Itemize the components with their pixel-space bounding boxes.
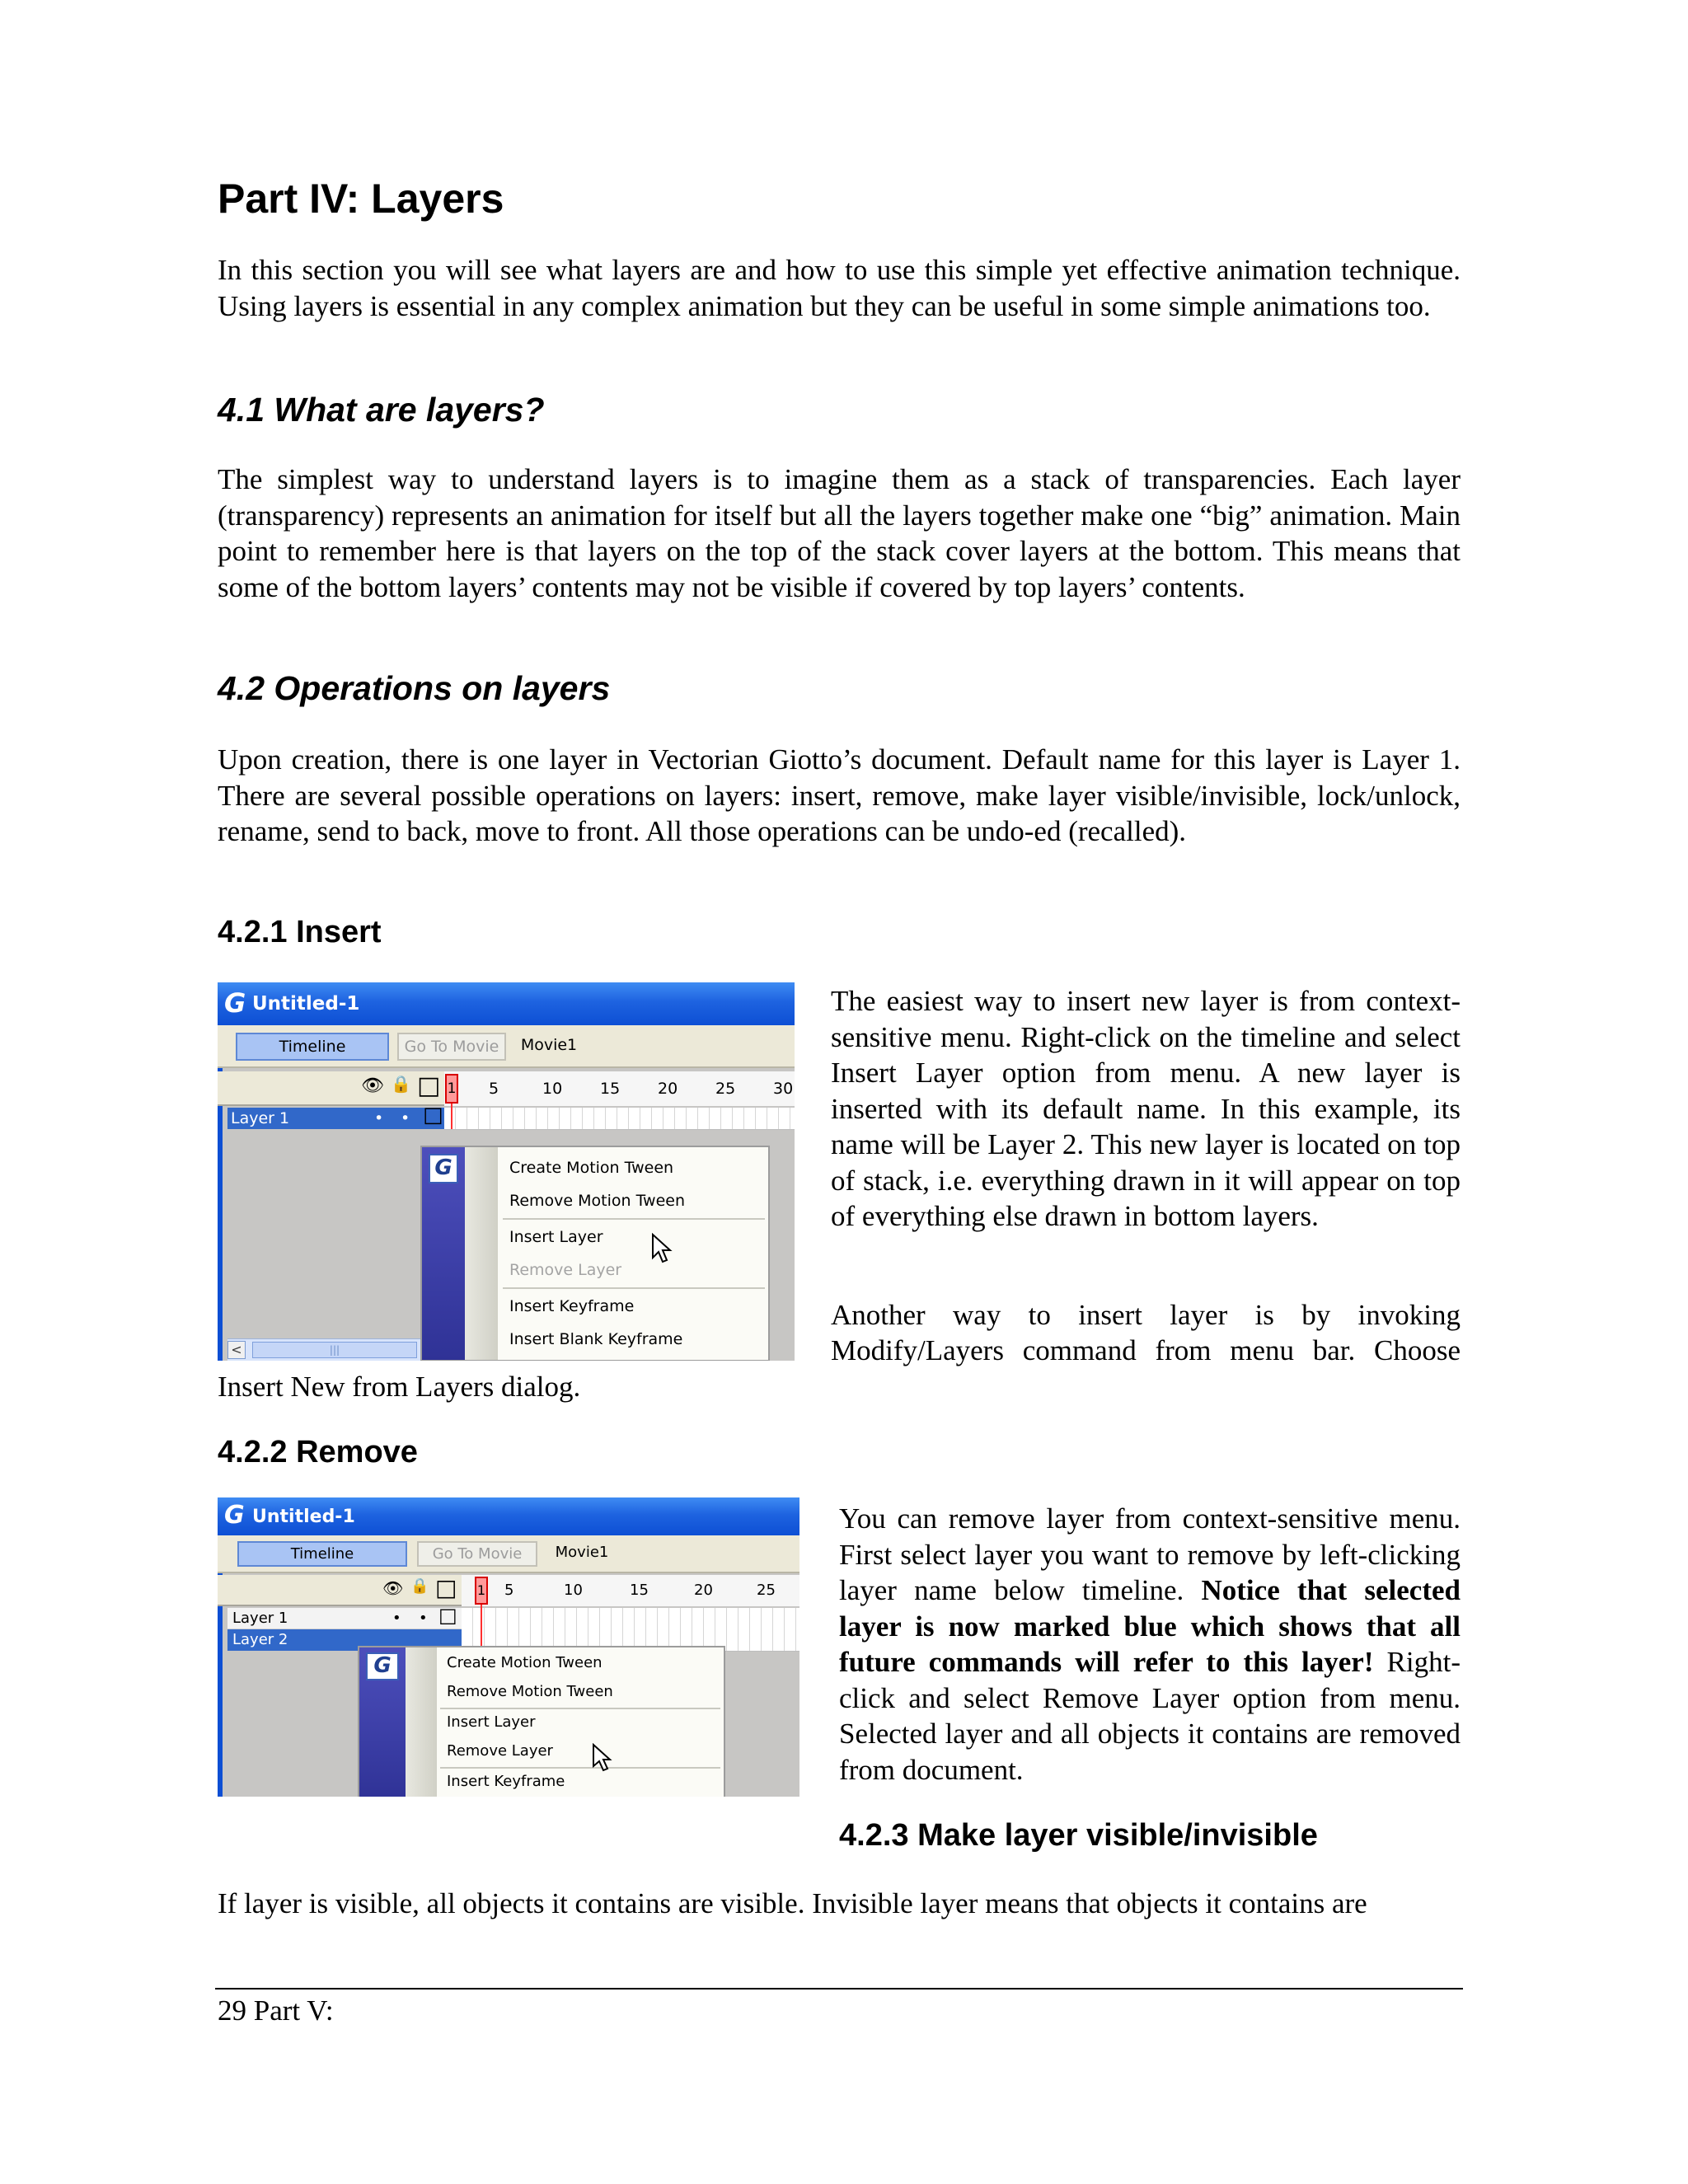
insert-paragraph-1: The easiest way to insert new layer is from context-sensitive menu. Right-click on the timeline and select Insert Layer option from menu. A new layer is inserted with its default name. In this example, its name will be Layer 2. This new layer is located on top of stack, i.e. everything drawn in it will appear on top of everything else drawn in bottom layers. [831,985,1461,1232]
lock-icon[interactable]: 🔒 [391,1074,411,1094]
window-titlebar [218,982,795,1025]
app-logo-icon: G [224,987,246,1019]
menu-separator [440,1767,720,1769]
insert-paragraph-2-line1: Another way to insert layer is by invoking [831,1299,1461,1331]
window-title: Untitled-1 [252,1507,355,1527]
menu-item-remove-motion-tween[interactable]: Remove Motion Tween [447,1683,613,1700]
outline-icon[interactable]: □ [417,1071,441,1100]
section-4-2-1-heading: 4.2.1 Insert [218,915,382,949]
layer-row-1[interactable] [227,1604,462,1629]
ruler-label: 5 [489,1080,499,1098]
remove-text-before: You can remove layer from context-sensitive menu. First select layer you want to remove by left-clicking layer name below timeline. [839,1502,1461,1606]
menu-item-insert-blank-keyframe[interactable]: Insert Blank Keyframe [509,1330,683,1348]
section-4-1-paragraph: The simplest way to understand layers is to imagine them as a stack of transparencies. Each layer (transparency) represents an animation for itself but all the layers together make one “big” animation. Main point to remember here is that layers on the top of the stack cover layers at the bottom. This means that some of the bottom layers’ contents may not be visible if covered by top layers’ contents. [218,463,1461,603]
lock-dot-icon[interactable]: • [401,1109,410,1127]
insert-paragraph-2-line3: Insert New from Layers dialog. [218,1371,581,1403]
intro-paragraph: In this section you will see what layers are and how to use this simple yet effective animation technique. Using layers is essential in any complex animation but they can be useful in some simple animations too. [218,254,1461,322]
outline-box-icon[interactable]: □ [423,1103,443,1127]
eye-icon[interactable]: 👁 [361,1076,384,1096]
footer-rule [215,1988,1463,1990]
menu-separator [503,1287,765,1289]
menu-item-remove-layer[interactable]: Remove Layer [447,1742,553,1760]
scroll-left-arrow-icon[interactable]: < [227,1341,246,1359]
tab-bar [218,1535,799,1573]
tab-timeline[interactable]: Timeline [237,1541,407,1567]
layer-name: Layer 1 [231,1109,290,1127]
scroll-thumb[interactable]: ||| [252,1342,417,1358]
ruler-label: 10 [542,1080,563,1098]
eye-icon[interactable]: 👁 [382,1578,404,1598]
ruler-label: 25 [757,1582,776,1599]
menu-item-create-motion-tween[interactable]: Create Motion Tween [509,1159,674,1177]
ruler-label: 20 [658,1080,678,1098]
playhead-marker[interactable]: 1 [445,1074,458,1104]
lock-dot-icon[interactable]: • [419,1610,428,1627]
remove-paragraph [839,1501,1461,1788]
footer-text: 29 Part V: [218,1994,334,2027]
menu-separator [503,1218,765,1220]
window-titlebar [218,1497,799,1535]
section-4-2-3-paragraph: If layer is visible, all objects it contains are visible. Invisible layer means that objects it contains are [218,1887,1367,1919]
frame-ruler[interactable] [444,1071,795,1106]
menu-logo-icon: G [429,1154,458,1183]
remove-layer-screenshot [218,1497,799,1797]
window-title: Untitled-1 [252,993,360,1015]
insert-paragraph-2-line2: Modify/Layers command from menu bar. Choose [831,1334,1461,1366]
menu-item-remove-motion-tween[interactable]: Remove Motion Tween [509,1192,686,1210]
menu-separator [440,1708,720,1709]
ruler-label: 5 [504,1582,514,1599]
frame-cells[interactable] [444,1108,795,1130]
section-4-2-paragraph: Upon creation, there is one layer in Vectorian Giotto’s document. Default name for this layer is Layer 1. There are several possible operations on layers: insert, remove, make layer visible/invisible, lock/unlock, rename, send to back, move to front. All those operations can be undo-ed (recalled). [218,743,1461,847]
menu-logo-icon: G [366,1652,399,1680]
mouse-cursor-icon [592,1743,613,1773]
ruler-label: 15 [630,1582,649,1599]
context-menu [420,1146,770,1361]
mouse-cursor-icon [651,1233,673,1264]
ruler-label: 10 [564,1582,583,1599]
lock-icon[interactable]: 🔒 [410,1577,429,1595]
tab-movie1[interactable]: Movie1 [555,1544,609,1561]
layer-name: Layer 2 [232,1631,288,1648]
menu-side-shade [406,1647,437,1797]
remove-text-bold: Notice that selected layer is now marked blue which shows that all future commands will refer to this layer! [839,1574,1461,1678]
visible-dot-icon[interactable]: • [374,1109,384,1127]
ruler-label: 15 [600,1080,621,1098]
menu-item-insert-keyframe[interactable]: Insert Keyframe [447,1773,565,1790]
menu-item-insert-keyframe[interactable]: Insert Keyframe [509,1297,635,1315]
context-menu [358,1646,725,1797]
insert-layer-screenshot [218,982,795,1361]
tab-go-to-movie[interactable]: Go To Movie [397,1033,506,1061]
tab-movie1[interactable]: Movie1 [520,1036,578,1054]
tab-go-to-movie[interactable]: Go To Movie [417,1541,537,1567]
playhead-marker[interactable]: 1 [475,1577,488,1605]
layer-row-1[interactable] [227,1103,444,1129]
tab-timeline[interactable]: Timeline [236,1033,389,1061]
visible-dot-icon[interactable]: • [392,1610,401,1627]
ruler-label: 20 [694,1582,713,1599]
playhead-line [451,1104,452,1129]
app-logo-icon: G [224,1501,245,1530]
tab-bar [218,1025,795,1068]
part-heading: Part IV: Layers [218,176,504,222]
horizontal-scrollbar[interactable] [227,1338,420,1361]
ruler-label: 25 [715,1080,736,1098]
menu-side-shade [465,1147,498,1360]
outline-box-icon[interactable]: □ [438,1604,457,1627]
section-4-2-2-heading: 4.2.2 Remove [218,1435,418,1469]
menu-item-remove-layer[interactable]: Remove Layer [509,1261,622,1279]
layer-name: Layer 1 [232,1610,288,1627]
section-4-1-heading: 4.1 What are layers? [218,391,545,429]
menu-item-insert-layer[interactable]: Insert Layer [509,1228,603,1246]
section-4-2-3-heading: 4.2.3 Make layer visible/invisible [839,1818,1318,1853]
outline-icon[interactable]: □ [435,1574,457,1601]
playhead-line [481,1605,482,1651]
ruler-label: 30 [773,1080,794,1098]
menu-item-insert-layer[interactable]: Insert Layer [447,1713,536,1731]
section-4-2-heading: 4.2 Operations on layers [218,669,611,707]
menu-item-create-motion-tween[interactable]: Create Motion Tween [447,1654,603,1671]
remove-text-after: Right-click and select Remove Layer option from menu. Selected layer and all objects it contains are removed from document. [839,1646,1461,1786]
frame-ruler[interactable] [462,1575,799,1606]
